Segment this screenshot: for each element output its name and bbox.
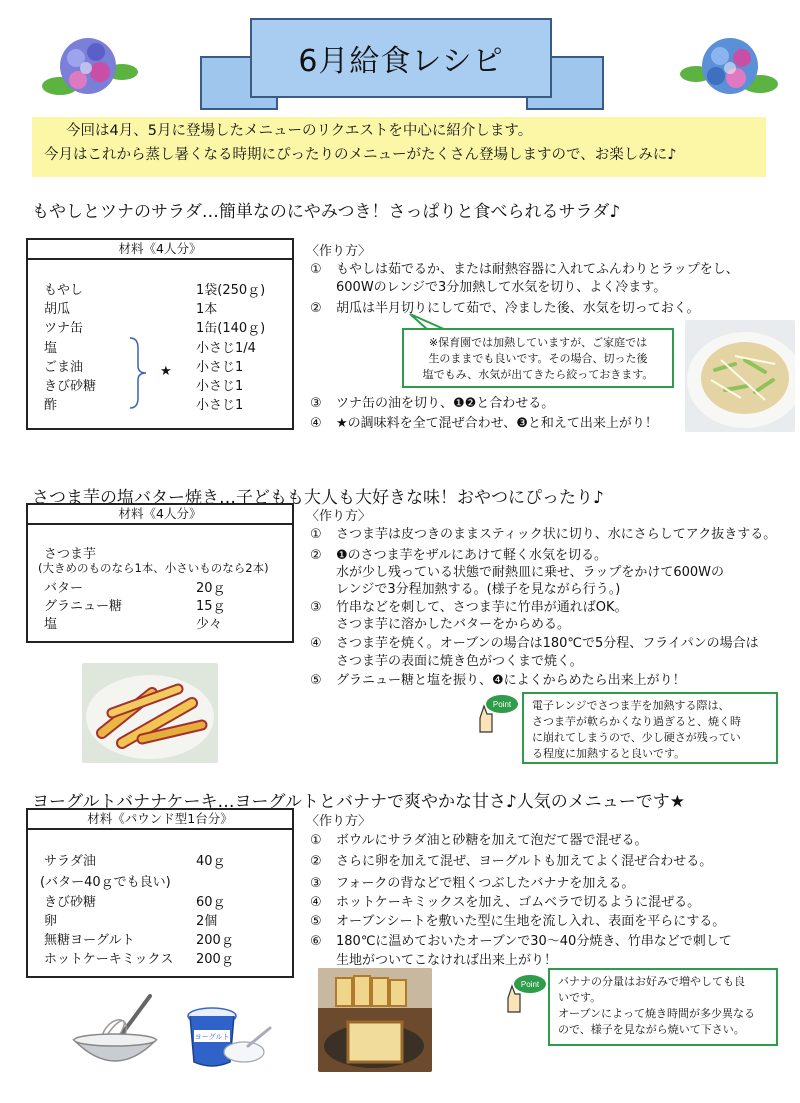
ingredient-qty: 40ｇ — [196, 854, 226, 869]
ingredient-name: ごま油 — [44, 360, 84, 375]
step: ⑥ 180℃に温めておいたオーブンで30～40分焼き、竹串などで刺して — [310, 934, 732, 949]
ingredient-name: バター — [44, 581, 84, 596]
step: 600Wのレンジで3分加熱して水気を切り、よく冷ます。 — [336, 280, 667, 295]
intro-line-1: 今回は4月、5月に登場したメニューのリクエストを中心に紹介します。 — [66, 123, 533, 139]
ingredient-name: (バター40ｇでも良い) — [40, 875, 171, 890]
method-label: 〈作り方〉 — [306, 244, 372, 259]
ingredient-qty: 20ｇ — [196, 581, 226, 596]
svg-text:ヨーグルト: ヨーグルト — [194, 1034, 230, 1041]
ingredient-name: ツナ缶 — [44, 321, 84, 336]
ingredient-qty: 小さじ1 — [196, 379, 244, 394]
ingredient-name: 酢 — [44, 398, 58, 413]
step: ① さつま芋は皮つきのままスティック状に切り、水にさらしてアク抜きする。 — [310, 527, 777, 542]
recipe2-title: さつま芋の塩バター焼き…子どもも大人も大好きな味！おやつにぴったり♪ — [32, 488, 604, 508]
ingredient-name: さつま芋 — [44, 547, 97, 562]
step: さつま芋の表面に焼き色がつくまで焼く。 — [336, 654, 583, 669]
sweet-potato-photo — [82, 663, 218, 763]
ingredient-name: グラニュー糖 — [44, 599, 123, 614]
star-mark: ★ — [160, 364, 172, 379]
ingredient-qty: 少々 — [196, 617, 223, 632]
ingredient-name: 無糖ヨーグルト — [44, 933, 135, 948]
step: ③ ツナ缶の油を切り、❶❷と合わせる。 — [310, 396, 555, 411]
intro-line-2: 今月はこれから蒸し暑くなる時期にぴったりのメニューがたくさん登場しますので、お楽しみに♪ — [44, 147, 677, 163]
banana-cake-photo — [318, 968, 432, 1072]
ingredient-qty: 200ｇ — [196, 952, 234, 967]
step: レンジで3分程加熱する。(様子を見ながら行う。) — [336, 582, 621, 597]
ingredient-qty: 小さじ1 — [196, 398, 244, 413]
hydrangea-icon-right — [680, 28, 780, 104]
recipe2-note: 電子レンジでさつま芋を加熱する際は、 さつま芋が軟らかくなり過ぎると、焼く時 に崩れてしまうので、少し硬さが残ってい る程度に加熱すると良いです。 — [522, 692, 778, 764]
step: さつま芋に溶かしたバターをからめる。 — [336, 617, 571, 632]
ingredient-name: 塩 — [44, 617, 58, 632]
ingredient-qty: 1缶(140ｇ) — [196, 321, 266, 336]
ingredient-name: (大きめのものなら1本、小さいものなら2本) — [38, 561, 269, 575]
whisk-bowl-icon — [72, 990, 158, 1076]
svg-text:Point: Point — [492, 700, 512, 709]
step: ④ ホットケーキミックスを加え、ゴムベラで切るように混ぜる。 — [310, 895, 701, 910]
ingredient-qty: 1本 — [196, 302, 218, 317]
ingredient-qty: 1袋(250ｇ) — [196, 283, 266, 298]
step: ④ ★の調味料を全て混ぜ合わせ、❸と和えて出来上がり！ — [310, 416, 658, 431]
recipe1-materials-header: 材料《4人分》 — [28, 240, 292, 260]
recipe1-note: ※保育園では加熱していますが、ご家庭では 生のままでも良いです。その場合、切った後 塩でもみ、水気が出てきたら絞っておきます。 — [402, 328, 674, 388]
salad-photo — [685, 320, 795, 432]
step: ③ 竹串などを刺して、さつま芋に竹串が通ればOK。 — [310, 600, 628, 615]
ingredient-qty: 60ｇ — [196, 895, 226, 910]
page-title: 6月給食レシピ — [250, 18, 552, 98]
ingredient-name: ホットケーキミックス — [44, 952, 174, 967]
ingredient-qty: 200ｇ — [196, 933, 234, 948]
recipe3-materials-header: 材料《パウンド型1台分》 — [28, 810, 292, 830]
step: ⑤ オーブンシートを敷いた型に生地を流し入れ、表面を平らにする。 — [310, 914, 726, 929]
step: 生地がついてこなければ出来上がり！ — [336, 953, 558, 968]
step: 水が少し残っている状態で耐熱皿に乗せ、ラップをかけて600Wの — [336, 565, 725, 580]
point-hand-icon — [472, 692, 520, 736]
ingredient-qty: 15ｇ — [196, 599, 226, 614]
ingredient-name: きび砂糖 — [44, 379, 97, 394]
step: ③ フォークの背などで粗くつぶしたバナナを加える。 — [310, 876, 635, 891]
yogurt-icon — [186, 1004, 272, 1070]
step: ① もやしは茹でるか、または耐熱容器に入れてふんわりとラップをし、 — [310, 262, 739, 277]
brace-icon — [128, 336, 152, 410]
method-label: 〈作り方〉 — [306, 814, 372, 829]
step: ② 胡瓜は半月切りにして茹で、冷ました後、水気を切っておく。 — [310, 301, 700, 316]
ingredient-name: 塩 — [44, 341, 58, 356]
step: ④ さつま芋を焼く。オーブンの場合は180℃で5分程、フライパンの場合は — [310, 636, 759, 651]
hydrangea-icon-left — [40, 28, 140, 104]
ingredient-name: 胡瓜 — [44, 302, 71, 317]
method-label: 〈作り方〉 — [306, 509, 372, 524]
ingredient-qty: 小さじ1/4 — [196, 341, 256, 356]
intro-box — [32, 117, 766, 177]
point-hand-icon — [500, 972, 548, 1016]
recipe1-title: もやしとツナのサラダ…簡単なのにやみつき！さっぱりと食べられるサラダ♪ — [32, 202, 621, 222]
svg-text:Point: Point — [520, 980, 540, 989]
ingredient-name: きび砂糖 — [44, 895, 97, 910]
recipe2-materials-header: 材料《4人分》 — [28, 505, 292, 525]
ingredient-qty: 小さじ1 — [196, 360, 244, 375]
recipe3-note: バナナの分量はお好みで増やしても良 いです。 オーブンによって焼き時間が多少異なる ので、様子を見ながら焼いて下さい。 — [548, 968, 778, 1046]
step: ① ボウルにサラダ油と砂糖を加えて泡だて器で混ぜる。 — [310, 833, 648, 848]
recipe3-title: ヨーグルトバナナケーキ…ヨーグルトとバナナで爽やかな甘さ♪人気のメニューです★ — [32, 792, 686, 812]
ingredient-name: 卵 — [44, 914, 58, 929]
ingredient-qty: 2個 — [196, 914, 218, 929]
ingredient-name: サラダ油 — [44, 854, 96, 869]
ingredient-name: もやし — [44, 283, 84, 298]
step: ⑤ グラニュー糖と塩を振り、❹によくからめたら出来上がり！ — [310, 673, 686, 688]
step: ② ❶のさつま芋をザルにあけて軽く水気を切る。 — [310, 548, 608, 563]
step: ② さらに卵を加えて混ぜ、ヨーグルトも加えてよく混ぜ合わせる。 — [310, 854, 713, 869]
